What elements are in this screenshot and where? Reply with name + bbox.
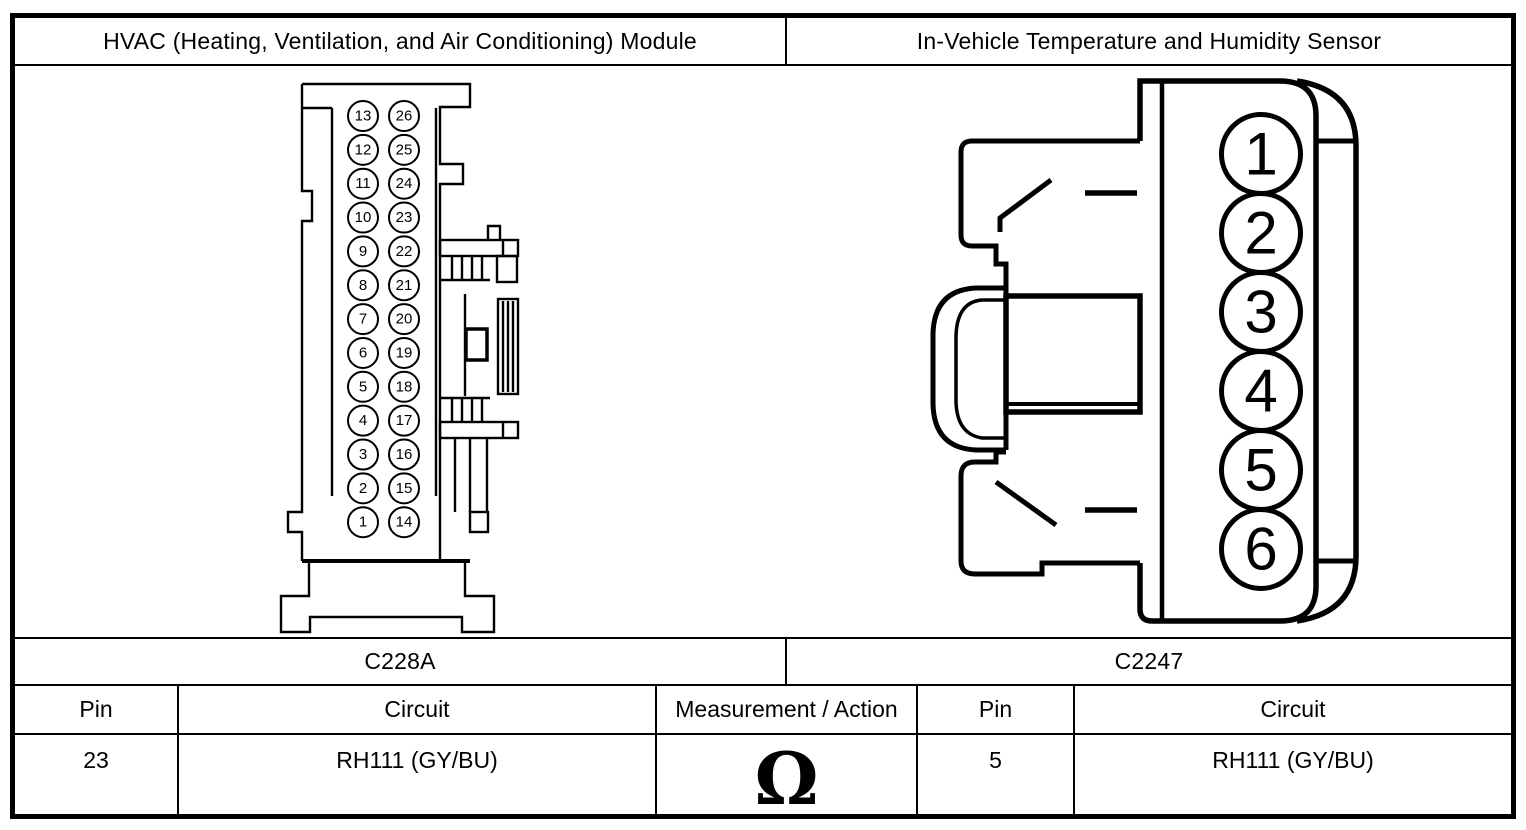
pin-column-1-13 [348, 101, 378, 537]
connector-body-left-edge [288, 84, 312, 561]
pin-number: 11 [355, 175, 371, 193]
pin-column-1-6 [1222, 115, 1301, 589]
pin-number: 19 [395, 344, 413, 362]
pin-number: 7 [358, 310, 368, 328]
wire-seal-inner [956, 300, 1004, 438]
pin-number: 16 [395, 446, 413, 463]
connector-c228a-diagram [15, 66, 785, 637]
pin-number: 5 [1244, 436, 1278, 504]
pin-number: 13 [354, 107, 372, 125]
pin-column-14-26 [389, 101, 419, 537]
pin-number: 15 [395, 479, 413, 497]
pin-number: 18 [395, 378, 413, 396]
left-pin-value: 23 [15, 735, 179, 814]
upper-latch-arm [1000, 180, 1051, 232]
measurement-table-header [15, 686, 1511, 735]
sensor-flange-outline [1297, 81, 1356, 621]
pin-number: 3 [1244, 278, 1278, 346]
pin-number: 20 [395, 310, 413, 328]
pin-number: 22 [395, 242, 413, 260]
right-circuit-value: RH111 (GY/BU) [1212, 747, 1374, 773]
pin-number: 1 [358, 513, 368, 531]
pin-number: 24 [395, 175, 413, 193]
col-header-right-pin: Pin [918, 686, 1075, 733]
pin-number: 6 [1244, 515, 1278, 583]
col-header-measurement-action: Measurement / Action [657, 686, 918, 733]
body-lower-bracket [961, 452, 1140, 574]
connector-drawing-row [15, 66, 1511, 639]
left-connector-designator: C228A [15, 639, 787, 684]
hvac-module-connector-drawing [15, 66, 787, 637]
pin-number: 14 [395, 513, 413, 531]
pin-number: 23 [395, 209, 413, 227]
side-tab-right [470, 512, 488, 532]
connector-c2247-diagram [787, 66, 1511, 637]
pin-number: 6 [358, 344, 368, 362]
plug-body [1006, 296, 1140, 412]
connector-body-outline [302, 84, 470, 561]
measurement-table-row [15, 735, 1511, 821]
pin-number: 26 [395, 107, 413, 125]
pin-number: 17 [395, 412, 413, 430]
latch-top-bar [440, 240, 518, 256]
pin-number: 21 [395, 276, 413, 294]
designator-row [15, 639, 1511, 686]
pin-number: 5 [358, 378, 368, 396]
ohmmeter-symbol: Ω [754, 735, 819, 821]
latch-bottom-bar [440, 422, 518, 438]
pin-number: 4 [358, 412, 368, 430]
sensor-connector-drawing [787, 66, 1511, 637]
body-upper-bracket [961, 141, 1140, 296]
component-title-row [15, 18, 1511, 66]
pinout-table-frame [10, 13, 1516, 819]
col-header-right-circuit: Circuit [1260, 696, 1326, 722]
pin-number: 12 [354, 141, 372, 159]
wire-seal-bump [933, 288, 1006, 450]
pin-number: 2 [358, 479, 368, 497]
pin-number: 8 [358, 276, 368, 294]
lower-latch-arm [996, 482, 1056, 525]
pin-number: 1 [1244, 120, 1278, 188]
pin-number: 10 [354, 209, 372, 227]
left-circuit-value: RH111 (GY/BU) [179, 735, 657, 814]
latch-top-link [488, 226, 500, 240]
latch-lock-tab [466, 329, 487, 360]
right-pin-value: 5 [918, 735, 1075, 814]
pin-number: 25 [395, 141, 413, 159]
pin-number: 3 [358, 446, 368, 463]
col-header-left-pin: Pin [15, 686, 179, 733]
mounting-feet [281, 563, 494, 632]
latch-step [497, 256, 517, 282]
col-header-left-circuit: Circuit [179, 686, 657, 733]
right-component-title: In-Vehicle Temperature and Humidity Sensor [916, 27, 1382, 54]
right-connector-designator: C2247 [1114, 648, 1184, 674]
pin-number: 9 [358, 242, 368, 260]
pin-number: 2 [1244, 199, 1278, 267]
pin-number: 4 [1244, 357, 1278, 425]
left-component-title: HVAC (Heating, Ventilation, and Air Conditioning) Module [15, 18, 787, 64]
measurement-action-cell [657, 735, 918, 821]
